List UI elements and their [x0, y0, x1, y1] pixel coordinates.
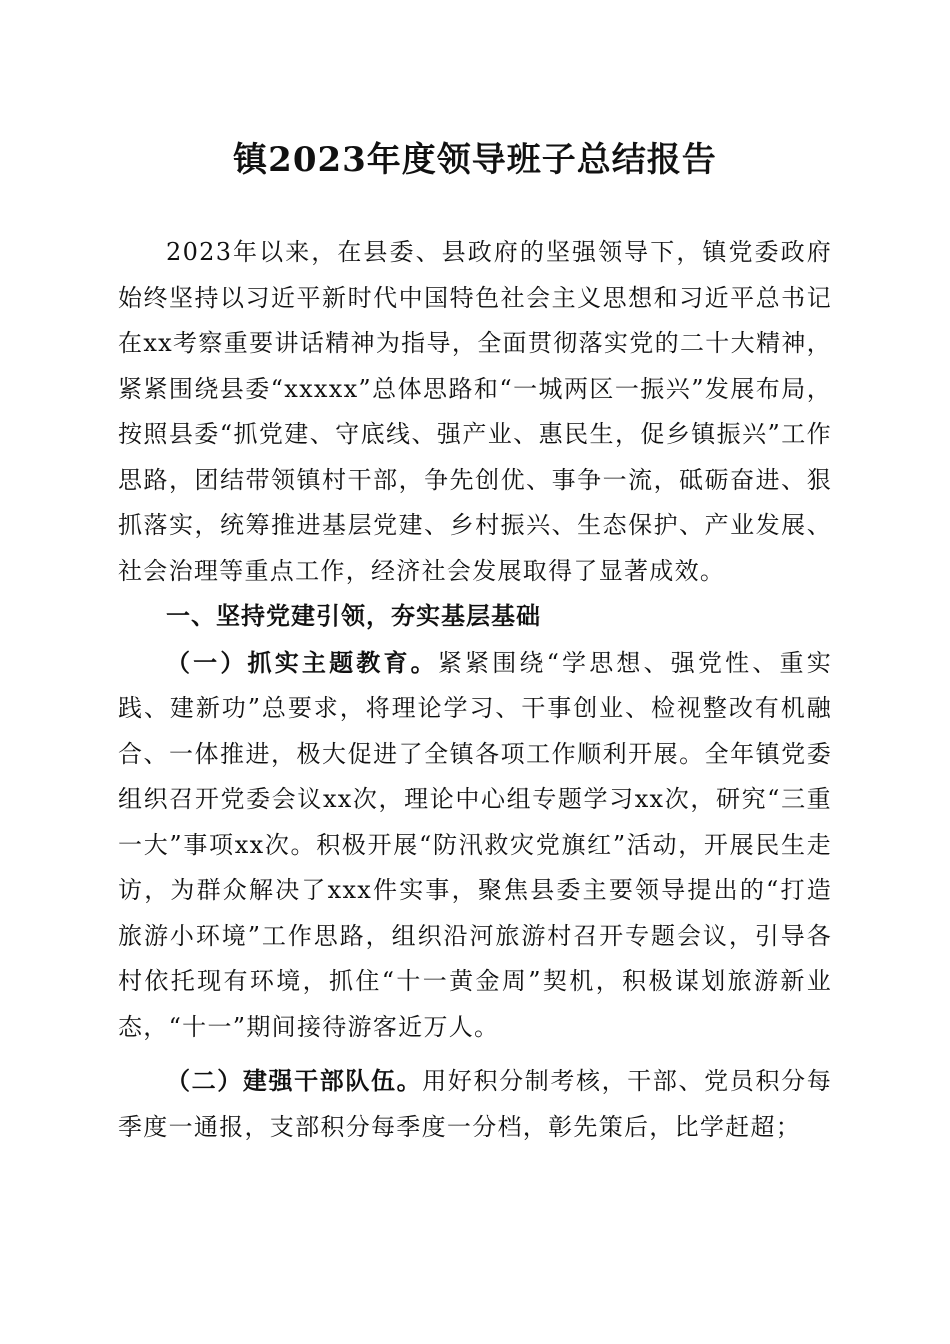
document-title: 镇2023年度领导班子总结报告: [233, 140, 717, 180]
intro-paragraph: 2023年以来，在县委、县政府的坚强领导下，镇党委政府始终坚持以习近平新时代中国特色社会主义思想和习近平总书记在xx考察重要讲话精神为指导，全面贯彻落实党的二十大精神，紧紧围绕县委“xxxxx”总体思路和“一城两区一振兴”发展布局，按照县委“抓党建、守底线、强产业、惠民生，促乡镇振兴”工作思路，团结带领镇村干部，争先创优、事争一流，砥砺奋进、狠抓落实，统筹推进基层党建、乡村振兴、生态保护、产业发展、社会治理等重点工作，经济社会发展取得了显著成效。: [118, 238, 832, 585]
item-1-text: 紧紧围绕“学思想、强党性、重实践、建新功”总要求，将理论学习、干事创业、检视整改有机融合、一体推进，极大促进了全镇各项工作顺利开展。全年镇党委组织召开党委会议xx次，理论中心组专题学习xx次，研究“三重一大”事项xx次。积极开展“防汛救灾党旗红”活动，开展民生走访，为群众解决了xxx件实事，聚焦县委主要领导提出的“打造旅游小环境”工作思路，组织沿河旅游村召开专题会议，引导各村依托现有环境，抓住“十一黄金周”契机，积极谋划旅游新业态，“十一”期间接待游客近万人。: [118, 648, 832, 1041]
document-body: [118, 230, 832, 1150]
section-heading-1: 一、坚持党建引领，夯实基层基础: [166, 602, 541, 630]
item-2-text: 用好积分制考核，干部、党员积分每季度一通报，支部积分每季度一分档，彰先策后，比学赶超；: [118, 1067, 832, 1141]
item-2-lead: （二）建强干部队伍。: [166, 1066, 423, 1095]
section-1-item-1: [118, 640, 832, 1051]
item-1-lead: （一）抓实主题教育。: [166, 647, 438, 677]
section-1-item-2: [118, 1058, 832, 1150]
